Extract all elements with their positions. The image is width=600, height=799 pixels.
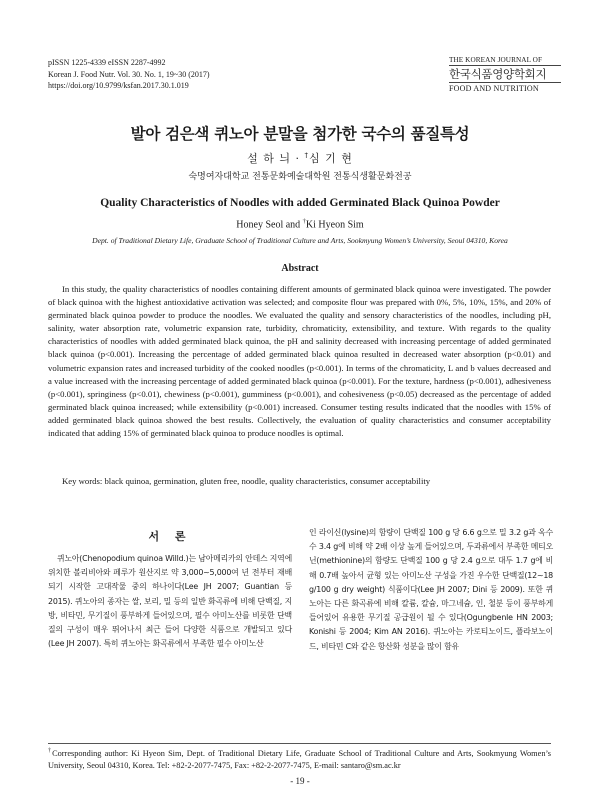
page-number: - 19 -	[290, 776, 310, 786]
section-heading-introduction: 서 론	[148, 530, 192, 543]
abstract-heading: Abstract	[281, 263, 319, 274]
footnote-dagger: †	[48, 748, 53, 754]
abstract-body	[48, 283, 551, 440]
authors-english	[0, 218, 600, 230]
corresponding-author-footnote	[48, 745, 551, 772]
doi-link[interactable]: https://doi.org/10.9799/ksfan.2017.30.1.019	[48, 81, 189, 90]
citation-line: Korean J. Food Nutr. Vol. 30. No. 1, 19~30 (2017)	[48, 69, 210, 79]
affiliation-korean: 숙명여자대학교 전통문화예술대학원 전통식생활문화전공	[188, 172, 412, 182]
body-column-left	[48, 552, 292, 651]
paper-title-korean: 발아 검은색 퀴노아 분말을 첨가한 국수의 품질특성	[130, 125, 470, 143]
citation-header	[48, 57, 210, 92]
author-kr-first: 설 하 늬 ·	[247, 152, 305, 165]
journal-name-en-bottom: FOOD AND NUTRITION	[449, 82, 561, 93]
journal-name-kr: 한국식품영양학회지	[449, 67, 547, 81]
journal-logo	[449, 56, 561, 93]
author-en-second: Ki Hyeon Sim	[305, 219, 364, 231]
author-kr-second: 심 기 현	[309, 152, 353, 165]
footnote-text: Corresponding author: Ki Hyeon Sim, Dept. of Traditional Dietary Life, Graduate School of Traditional Culture and Arts, Sookmyung Women’s University, Seoul 04310, Korea. Tel: +82-2-2077-7475, Fax: +82-2-2077-7475, E-mail: santaro@sm.ac.kr	[48, 748, 551, 770]
keywords: Key words: black quinoa, germination, gluten free, noodle, quality characteristics, consumer acceptability	[62, 476, 431, 486]
footnote-divider	[48, 743, 551, 744]
corresponding-dagger-kr: †	[304, 151, 309, 160]
abstract-paragraph: In this study, the quality characteristics of noodles containing different amounts of germinated black quinoa were investigated. The powder of black quinoa with the highest antioxidative activation was selected; and composite flour was prepared with 0%, 5%, 10%, 15%, and 20% of germinated black quinoa powder to produce the noodles. We evaluated the quality and sensory characteristics of the noodles, including pH, salinity, water absorption rate, volumetric expansion rate, turbidity, chromaticity, extensibility, and texture. With regards to the quality characteristics of noodles with added germinated black quinoa, the pH and salinity decreased with increasing percentage of added germinated black quinoa (p<0.001). Increasing the percentage of added germinated black quinoa resulted in decreased water absorption (p<0.01) and volumetric expansion rates and increased turbidity of the cooked noodles (p<0.001). In terms of the chromaticity, L and b values decreased and a value increased with the increasing percentage of added germinated black quinoa (p<0.001). For the texture, hardness (p<0.001), adhesiveness (p<0.001), springiness (p<0.01), chewiness (p<0.001), gumminess (p<0.001), and cohesiveness (p<0.05) decreased as the percentage of added germinated black quinoa increased; while extensibility (p<0.001) increased. Consumer testing results indicated that the noodles with 15% of added germinated black quinoa showed the best results. Collectively, the evaluation of quality characteristics and consumer acceptability indicated that adding 15% of germinated black quinoa to produce noodles is optimal.	[48, 284, 551, 439]
intro-paragraph-left: 퀴노아(Chenopodium quinoa Willd.)는 남아메리카의 안데스 지역에 위치한 볼리비아와 페루가 원산지로 약 3,000~5,000여 년 전부터 재배되기 시작한 고대작물 중의 하나이다(Lee JH 2007; Guantian 등 2015). 퀴노아의 종자는 쌀, 보리, 밀 등의 일반 화곡류에 비해 단백질, 지방, 비타민, 무기질이 풍부하게 들어있으며, 필수 아미노산를 비롯한 단백질의 구성이 매우 뛰어나서 최근 들어 다양한 식품으로 개발되고 있다(Lee JH 2007). 특히 퀴노아는 화곡류에서 부족한 필수 아미노산	[48, 554, 292, 649]
body-column-right	[309, 526, 553, 654]
corresponding-dagger-en: †	[302, 218, 306, 225]
issn-line: pISSN 1225-4339 eISSN 2287-4992	[48, 58, 166, 67]
paper-title-english: Quality Characteristics of Noodles with added Germinated Black Quinoa Powder	[100, 197, 500, 209]
intro-paragraph-right: 인 라이신(lysine)의 함량이 단백질 100 g 당 6.6 g으로 밀 3.2 g과 옥수수 3.4 g에 비해 약 2배 이상 높게 들어있으며, 두과류에서 부족한 메티오닌(methionine)의 함량도 단백질 100 g 당 2.4 g으로 대두 1.7 g에 비해 0.7배 높아서 균형 있는 아미노산 구성을 가진 우수한 단백질(12~18 g/100 g dry weight) 식품이다(Lee JH 2007; Dini 등 2009). 또한 퀴노아는 다른 화곡류에 비해 칼륨, 칼슘, 마그네슘, 인, 철분 등이 풍부하게 들어있어 유용한 무기질 공급원이 될 수 있다(Ogungbenle HN 2003; Konishi 등 2004; Kim AN 2016). 퀴노아는 카로티노이드, 플라보노이드, 비타민 C와 같은 항산화 성분을 많이 함유	[309, 528, 553, 651]
journal-name-en-top: THE KOREAN JOURNAL OF	[449, 56, 561, 66]
authors-korean	[0, 150, 600, 166]
author-en-first: Honey Seol and	[236, 219, 303, 231]
affiliation-english: Dept. of Traditional Dietary Life, Graduate School of Traditional Culture and Arts, Sookmyung Women’s University, Seoul 04310, Korea	[92, 236, 508, 245]
